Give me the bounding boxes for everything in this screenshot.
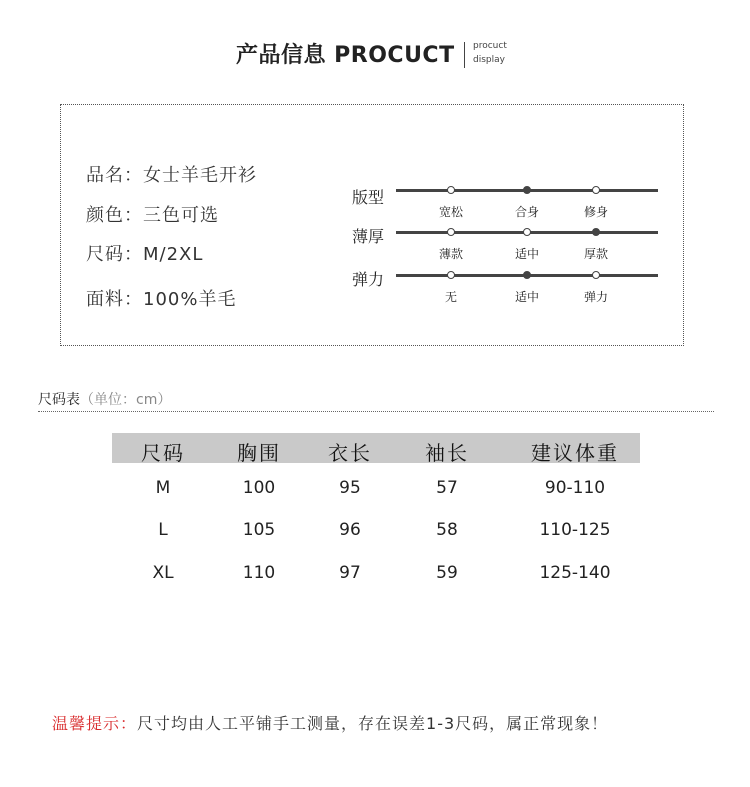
attr-label-elasticity: 弹力 [352, 270, 385, 289]
attr-dot-selected [523, 271, 531, 279]
attr-dot-selected [523, 186, 531, 194]
size-table-title [38, 389, 171, 409]
table-cell: 59 [436, 563, 458, 583]
attr-dot [447, 228, 455, 236]
attr-option-label: 适中 [514, 247, 539, 261]
table-header-cell: 袖长 [425, 441, 469, 465]
attr-dot-selected [592, 228, 600, 236]
header-subtitle-2: display [473, 55, 505, 65]
page-title: 产品信息 PROCUCT [236, 43, 455, 68]
info-value: M/2XL [143, 244, 204, 265]
attr-dot [592, 271, 600, 279]
size-table-divider [38, 411, 714, 412]
info-label: 颜色： [86, 205, 143, 226]
table-cell: 96 [339, 520, 361, 540]
attr-option-label: 合身 [514, 205, 539, 219]
info-value: 女士羊毛开衫 [143, 165, 257, 186]
table-cell: 125-140 [539, 563, 611, 583]
table-header-cell: 尺码 [141, 441, 185, 465]
attr-option-label: 弹力 [583, 290, 608, 304]
attr-dot [447, 186, 455, 194]
attr-option-label: 无 [444, 290, 457, 304]
attr-option-label: 厚款 [583, 247, 608, 261]
info-row-name [86, 161, 257, 187]
measurement-tip [52, 711, 608, 734]
table-cell: 105 [242, 520, 276, 540]
attr-label-fit: 版型 [352, 188, 385, 207]
table-cell: 58 [436, 520, 458, 540]
info-row-size [86, 240, 203, 266]
attr-dot [447, 271, 455, 279]
header-subtitle-1: procuct [473, 41, 507, 51]
attr-dot [523, 228, 531, 236]
attr-option-label: 宽松 [438, 205, 463, 219]
info-value: 三色可选 [143, 205, 219, 226]
table-cell: 95 [339, 478, 361, 498]
attr-label-thickness: 薄厚 [352, 227, 385, 246]
attr-option-label: 修身 [583, 205, 608, 219]
table-cell: M [155, 478, 171, 498]
table-cell: XL [152, 563, 174, 583]
info-label: 尺码： [86, 244, 143, 265]
tip-label: 温馨提示： [52, 714, 138, 733]
info-row-color [86, 201, 219, 227]
table-cell: 110 [242, 563, 276, 583]
table-header-cell: 衣长 [328, 441, 372, 465]
attr-dot [592, 186, 600, 194]
info-label: 面料： [86, 289, 143, 310]
table-cell: 100 [242, 478, 276, 498]
header-divider [464, 42, 465, 68]
info-label: 品名： [86, 165, 143, 186]
size-table-title-text: 尺码表 [38, 392, 80, 408]
info-value: 100%羊毛 [143, 289, 237, 310]
tip-text: 尺寸均由人工平铺手工测量，存在误差1-3尺码，属正常现象！ [137, 714, 609, 733]
attr-option-label: 薄款 [438, 247, 463, 261]
table-cell: 57 [436, 478, 458, 498]
table-cell: 110-125 [539, 520, 611, 540]
table-cell: 90-110 [544, 478, 606, 498]
size-table-unit: （单位：cm） [80, 392, 172, 408]
info-row-material [86, 285, 236, 311]
table-header-cell: 建议体重 [531, 441, 619, 465]
table-cell: L [158, 520, 168, 540]
attr-option-label: 适中 [514, 290, 539, 304]
table-header-cell: 胸围 [237, 441, 281, 465]
table-cell: 97 [339, 563, 361, 583]
